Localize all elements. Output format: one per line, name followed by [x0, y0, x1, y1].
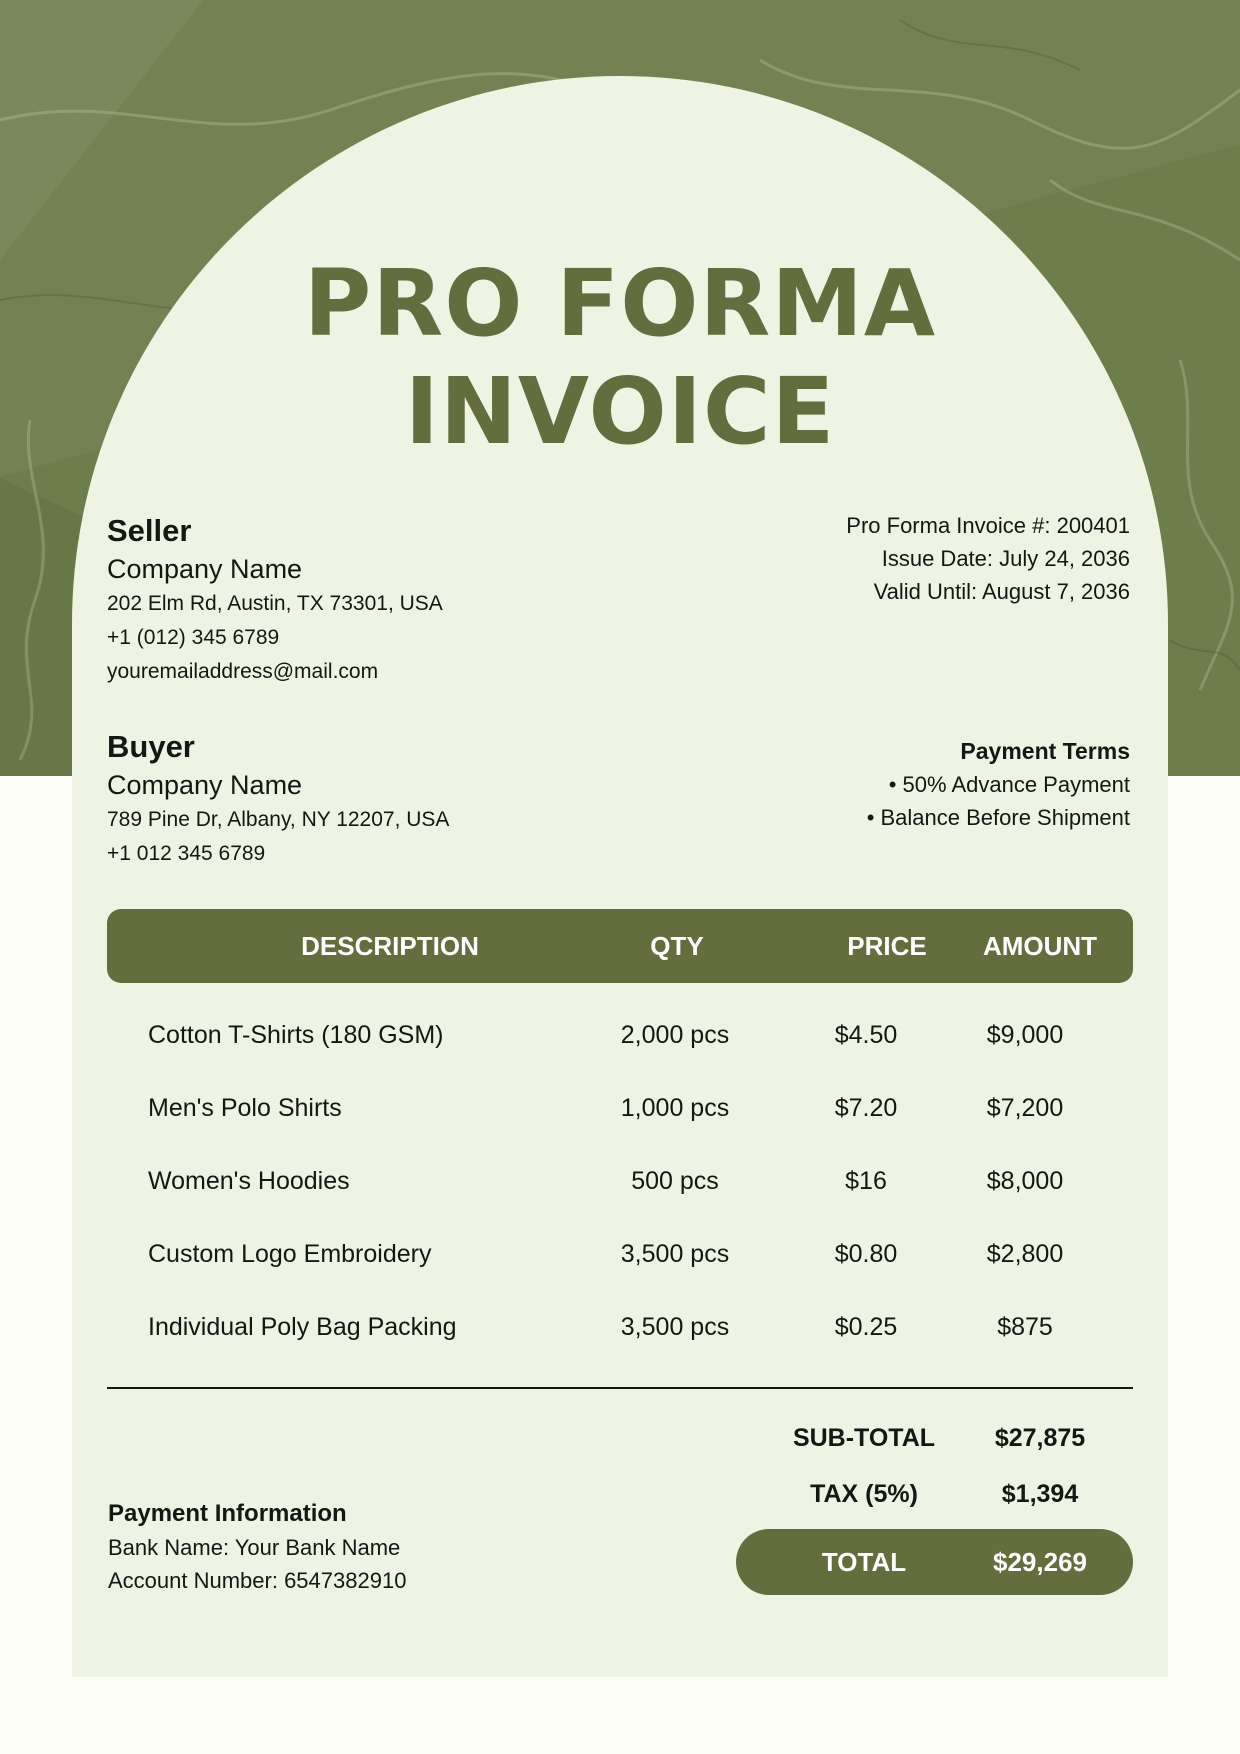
- row-qty: 3,500 pcs: [620, 1240, 730, 1268]
- seller-phone: +1 (012) 345 6789: [107, 626, 280, 649]
- table-row: [107, 1144, 1133, 1217]
- buyer-company: Company Name: [107, 770, 303, 800]
- row-amount: $9,000: [986, 1021, 1064, 1049]
- payment-terms-title: Payment Terms: [960, 738, 1130, 764]
- payment-info: [108, 1497, 406, 1597]
- invoice-meta: [846, 509, 1130, 608]
- total-value: $29,269: [993, 1547, 1087, 1577]
- table-divider: [107, 1387, 1133, 1389]
- header-amount: AMOUNT: [982, 931, 1098, 961]
- row-price: $16: [845, 1167, 887, 1195]
- payment-terms: [867, 734, 1130, 834]
- table-row: [107, 998, 1133, 1071]
- payment-terms-item: • 50% Advance Payment: [888, 772, 1130, 797]
- row-qty: 1,000 pcs: [620, 1094, 730, 1122]
- seller-heading: Seller: [107, 513, 192, 548]
- row-qty: 3,500 pcs: [620, 1313, 730, 1341]
- total-pill: [736, 1529, 1133, 1595]
- row-description: Cotton T-Shirts (180 GSM): [148, 1021, 444, 1049]
- row-price: $7.20: [834, 1094, 898, 1122]
- header-price: PRICE: [847, 931, 927, 961]
- seller-address: 202 Elm Rd, Austin, TX 73301, USA: [107, 592, 443, 615]
- table-row: [107, 1290, 1133, 1363]
- buyer-address: 789 Pine Dr, Albany, NY 12207, USA: [107, 808, 450, 831]
- row-qty: 2,000 pcs: [620, 1021, 730, 1049]
- document-title: [0, 250, 1240, 466]
- valid-until: Valid Until: August 7, 2036: [873, 579, 1130, 604]
- tax-label: TAX (5%): [810, 1480, 918, 1508]
- table-row: [107, 1217, 1133, 1290]
- seller-email: youremailaddress@mail.com: [107, 660, 379, 683]
- row-description: Individual Poly Bag Packing: [148, 1313, 457, 1341]
- total-label: TOTAL: [821, 1547, 907, 1577]
- invoice-number: Pro Forma Invoice #: 200401: [846, 513, 1130, 538]
- row-price: $0.80: [834, 1240, 898, 1268]
- seller-company: Company Name: [107, 554, 303, 584]
- table-row: [107, 1071, 1133, 1144]
- tax-value: $1,394: [1001, 1480, 1079, 1508]
- table-header: [107, 909, 1133, 983]
- issue-date: Issue Date: July 24, 2036: [881, 546, 1130, 571]
- payment-terms-item: • Balance Before Shipment: [866, 805, 1130, 830]
- payment-info-title: Payment Information: [108, 1500, 347, 1527]
- row-description: Women's Hoodies: [148, 1167, 350, 1195]
- seller-block: [107, 512, 443, 689]
- title-line-2: INVOICE: [404, 358, 836, 465]
- subtotal-value: $27,875: [994, 1424, 1086, 1452]
- row-price: $0.25: [834, 1313, 898, 1341]
- account-number: Account Number: 6547382910: [108, 1568, 407, 1593]
- row-description: Custom Logo Embroidery: [148, 1240, 432, 1268]
- row-amount: $7,200: [986, 1094, 1064, 1122]
- buyer-block: [107, 728, 449, 871]
- row-amount: $2,800: [986, 1240, 1064, 1268]
- row-qty: 500 pcs: [631, 1167, 719, 1195]
- row-amount: $875: [997, 1313, 1053, 1341]
- row-price: $4.50: [834, 1021, 898, 1049]
- buyer-phone: +1 012 345 6789: [107, 842, 266, 865]
- header-qty: QTY: [650, 931, 704, 961]
- buyer-heading: Buyer: [107, 729, 195, 764]
- header-description: DESCRIPTION: [301, 931, 479, 961]
- bank-name: Bank Name: Your Bank Name: [108, 1535, 401, 1560]
- subtotal-label: SUB-TOTAL: [792, 1424, 936, 1452]
- row-description: Men's Polo Shirts: [148, 1094, 342, 1122]
- title-line-1: PRO FORMA: [303, 250, 937, 357]
- line-items: [107, 998, 1133, 1363]
- row-amount: $8,000: [986, 1167, 1064, 1195]
